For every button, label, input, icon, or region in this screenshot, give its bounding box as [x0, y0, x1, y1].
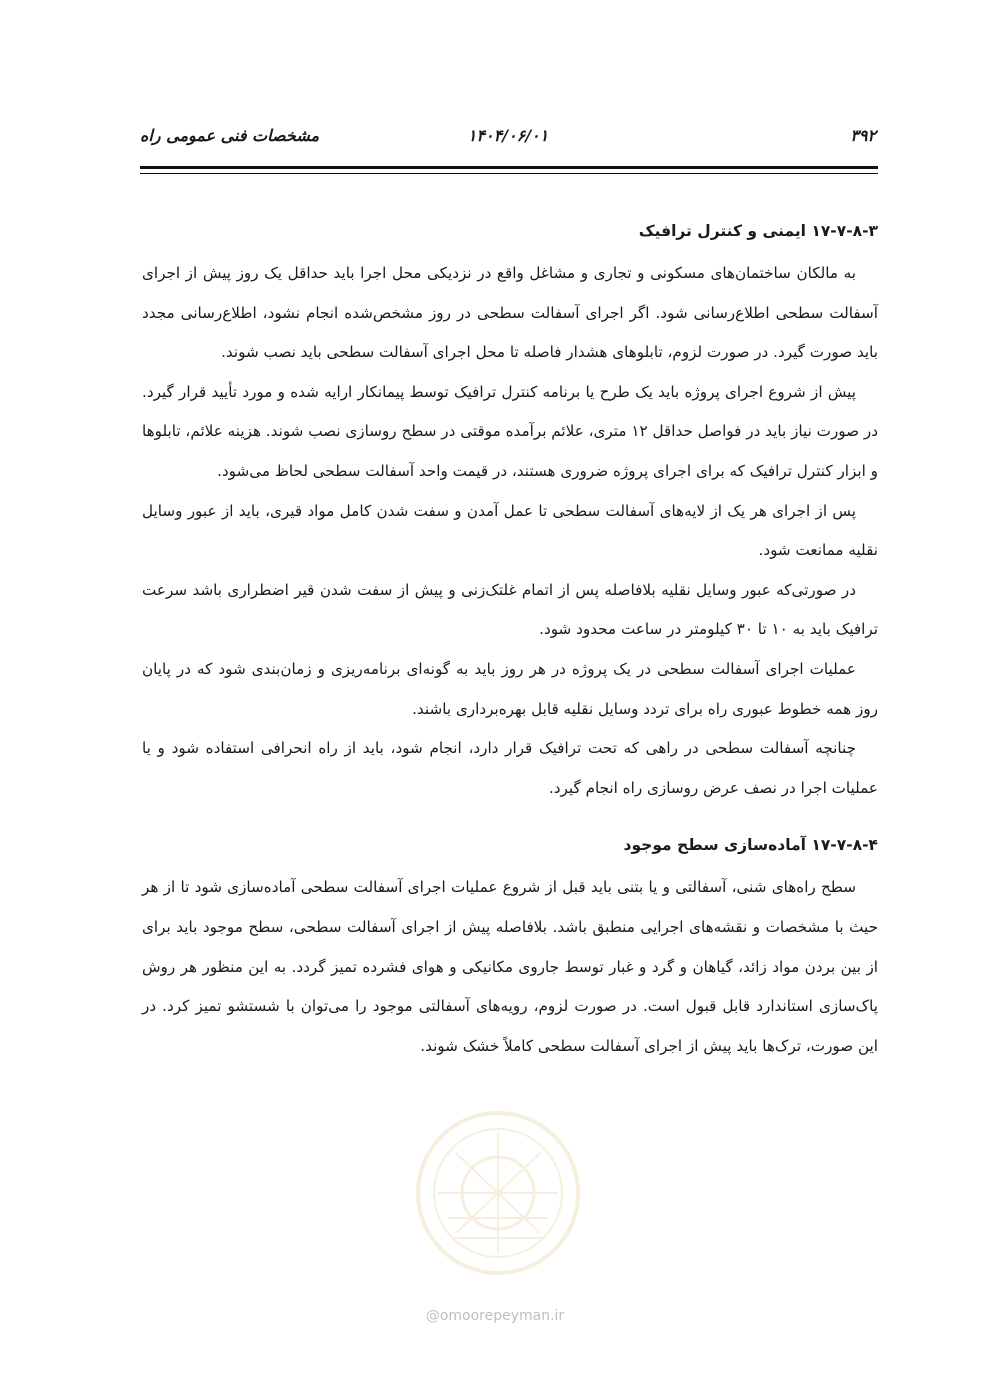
- section-heading-traffic-safety: ۱۷-۷-۸-۳ ایمنی و کنترل ترافیک: [638, 222, 878, 240]
- page-number: ۳۹۲: [850, 126, 876, 145]
- paragraph: به مالکان ساختمان‌های مسکونی و تجاری و مشاغل واقع در نزدیکی محل اجرا باید حداقل یک روز پیش از اجرای آسفالت سطحی اطلاع‌رسانی شود. اگر اجرای آسفالت سطحی در روز مشخص‌شده انجام نشود، اطلاع‌رسانی مجدد باید صورت گیرد. در صورت لزوم، تابلوهای هشدار فاصله تا محل اجرای آسفالت سطحی باید نصب شوند.: [142, 264, 878, 362]
- document-body: [142, 208, 878, 1066]
- header-title: مشخصات فنی عمومی راه: [140, 126, 320, 145]
- watermark-seal-icon: [398, 1108, 598, 1278]
- watermark-text: @omoorepeyman.ir: [425, 1308, 565, 1324]
- paragraph: پیش از شروع اجرای پروژه باید یک طرح یا برنامه کنترل ترافیک توسط پیمانکار ارایه شده و مورد تأیید قرار گیرد. در صورت نیاز باید در فواصل حداقل ۱۲ متری، علائم برآمده موقتی در سطح روسازی نصب شوند. هزینه علائم، تابلوها و ابزار کنترل ترافیک که برای اجرای پروژه ضروری هستند، در قیمت واحد آسفالت سطحی لحاظ می‌شود.: [142, 382, 878, 480]
- header-date: ۱۴۰۴/۰۶/۰۱: [467, 126, 549, 145]
- paragraph: عملیات اجرای آسفالت سطحی در یک پروژه در هر روز باید به گونه‌ای برنامه‌ریزی و زمان‌بندی شود که در پایان روز همه خطوط عبوری راه برای تردد وسایل نقلیه قابل بهره‌برداری باشند.: [142, 659, 878, 718]
- paragraph: چنانچه آسفالت سطحی در راهی که تحت ترافیک قرار دارد، انجام شود، باید از راه انحرافی استفاده شود و یا عملیات اجرا در نصف عرض روسازی راه انجام گیرد.: [142, 739, 878, 797]
- page-header: [140, 126, 876, 150]
- header-rule-thick: [140, 166, 878, 169]
- paragraph: پس از اجرای هر یک از لایه‌های آسفالت سطحی تا عمل آمدن و سفت شدن کامل مواد قیری، باید از عبور وسایل نقلیه ممانعت شود.: [142, 501, 878, 560]
- paragraph: در صورتی‌که عبور وسایل نقلیه بلافاصله پس از اتمام غلتک‌زنی و پیش از سفت شدن قیر اضطراری باشد سرعت ترافیک باید به ۱۰ تا ۳۰ کیلومتر در ساعت محدود شود.: [142, 580, 878, 639]
- paragraph: سطح راه‌های شنی، آسفالتی و یا بتنی باید قبل از شروع عملیات اجرای آسفالت سطحی آماده‌سازی شود تا از هر حیث با مشخصات و نقشه‌های اجرایی منطبق باشد. بلافاصله پیش از اجرای آسفالت سطحی، سطح موجود باید برای از بین بردن مواد زائد، گیاهان و گرد و غبار توسط جاروی مکانیکی و هوای فشرده تمیز گردد. به این منظور هر روش پاک‌سازی استاندارد قابل قبول است. در صورت لزوم، رویه‌های آسفالتی موجود را می‌توان با شستشو تمیز کرد. در این صورت، ترک‌ها باید پیش از اجرای آسفالت سطحی کاملاً خشک شوند.: [142, 878, 878, 1055]
- section-heading-surface-preparation: ۱۷-۷-۸-۴ آماده‌سازی سطح موجود: [623, 836, 878, 855]
- header-rule-thin: [140, 173, 878, 174]
